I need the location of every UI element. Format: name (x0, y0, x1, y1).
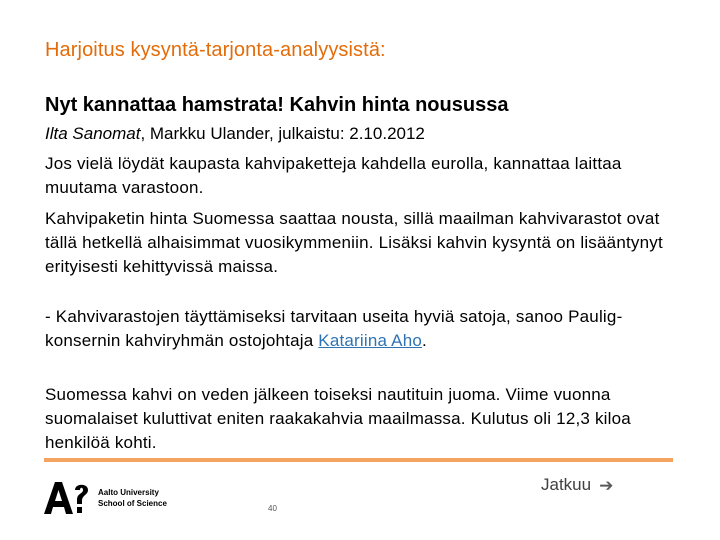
paragraph-3 (45, 305, 685, 353)
divider-rule (44, 458, 673, 462)
paragraph-1: Jos vielä löydät kaupasta kahvipaketteja kahdella eurolla, kannattaa laittaa muutama varastoon. (45, 154, 622, 197)
logo-line-1: Aalto University (98, 488, 159, 497)
person-link[interactable]: Katariina Aho (318, 331, 423, 350)
aalto-logo (44, 480, 167, 516)
byline-details: , Markku Ulander, julkaistu: 2.10.2012 (140, 124, 425, 143)
paragraph-3-text: - Kahvivarastojen täyttämiseksi tarvitaan useita hyviä satoja, sanoo Paulig-konsernin kahviryhmän ostojohtaja (45, 307, 623, 350)
page-number: 40 (268, 504, 277, 513)
newspaper-name: Ilta Sanomat (45, 124, 141, 143)
paragraph-2: Kahvipaketin hinta Suomessa saattaa nousta, sillä maailman kahvivarastot ovat tällä hetkellä alhaisimmat vuosikymmeniin. Lisäksi kahvin kysyntä on lisääntynyt erityisesti kehittyvissä maissa. (45, 209, 663, 276)
article-byline (45, 124, 425, 144)
logo-line-2: School of Science (98, 499, 167, 508)
aalto-logo-icon (44, 480, 90, 516)
continue-label: Jatkuu (541, 475, 592, 494)
article-headline: Nyt kannattaa hamstrata! Kahvin hinta nousussa (45, 94, 509, 116)
slide-title: Harjoitus kysyntä-tarjonta-analyysistä: (45, 39, 386, 61)
paragraph-4: Suomessa kahvi on veden jälkeen toiseksi nautituin juoma. Viime vuonna suomalaiset kuluttivat eniten raakakahvia maailmassa. Kulutus oli 12,3 kiloa henkilöä kohti. (45, 385, 631, 452)
arrow-right-icon: ➔ (599, 475, 614, 495)
logo-text (98, 487, 167, 509)
paragraph-3-end: . (422, 331, 427, 350)
continue-button[interactable] (541, 475, 613, 495)
